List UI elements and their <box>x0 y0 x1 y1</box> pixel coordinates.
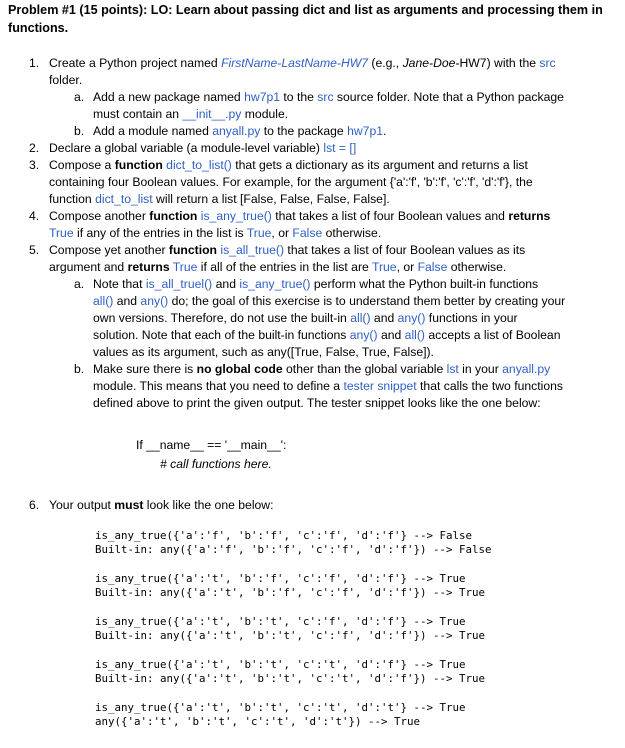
text: argument and <box>49 260 128 274</box>
function-name: dict_to_list() <box>166 158 232 172</box>
item-1-line-1 <box>49 55 556 72</box>
text: to the <box>280 90 318 104</box>
text: Declare a global variable (a module-level variable) <box>49 141 324 155</box>
text: accepts a list of Boolean <box>424 328 561 342</box>
output-line: Built-in: any({'a':'t', 'b':'f', 'c':'f', 'd':'f'}) --> True <box>95 586 486 599</box>
text: module. <box>241 107 289 121</box>
text: Compose yet another <box>49 243 169 257</box>
text: that gets a dictionary as its argument and returns a list <box>231 158 528 172</box>
output-line: Built-in: any({'a':'t', 'b':'t', 'c':'f', 'd':'f'}) --> True <box>95 629 486 642</box>
item-5-line-1 <box>49 242 525 259</box>
function-name: is_all_truel() <box>145 277 213 291</box>
text: , or <box>271 226 293 240</box>
keyword: returns <box>508 209 551 223</box>
text: to the package <box>260 124 348 138</box>
keyword: returns <box>127 260 170 274</box>
builtin-name: all() <box>350 311 371 325</box>
package-name: hw7p1 <box>347 124 384 138</box>
project-name: FirstName-LastName-HW7 <box>221 56 369 70</box>
builtin-name: any() <box>397 311 426 325</box>
emphasis: must <box>114 498 144 512</box>
package-name: hw7p1 <box>244 90 281 104</box>
text: do; the goal of this exercise is to understand them better by creating your <box>168 294 566 308</box>
text: Add a module named <box>93 124 213 138</box>
item-5a-letter: a. <box>74 277 85 291</box>
builtin-name: any() <box>140 294 169 308</box>
init-module: __init__.py <box>182 107 242 121</box>
emphasis: no global code <box>196 362 283 376</box>
item-4-line-2 <box>49 225 381 242</box>
text: that takes a list of four Boolean values and <box>271 209 509 223</box>
item-3-line-1 <box>49 157 528 174</box>
output-line: is_any_true({'a':'t', 'b':'t', 'c':'f', 'd':'f'} --> True <box>95 615 466 628</box>
example-name: Jane-Doe- <box>402 56 460 70</box>
text: if any of the entries in the list is <box>73 226 247 240</box>
item-5b-letter: b. <box>74 362 85 376</box>
item-5a-line-3 <box>93 310 518 327</box>
text: (e.g., <box>368 56 403 70</box>
keyword: function <box>149 209 198 223</box>
module-name: anyall.py <box>502 362 551 376</box>
true-literal: True <box>246 226 272 240</box>
item-4-number: 4. <box>29 209 40 223</box>
item-1b-letter: b. <box>74 124 85 138</box>
output-line: Built-in: any({'a':'t', 'b':'t', 'c':'t', 'd':'f'}) --> True <box>95 672 486 685</box>
function-name: dict_to_list <box>95 192 153 206</box>
text: , or <box>396 260 418 274</box>
text: Create a Python project named <box>49 56 222 70</box>
output-line: is_any_true({'a':'t', 'b':'t', 'c':'t', 'd':'t'} --> True <box>95 701 466 714</box>
text: and <box>370 311 398 325</box>
text: Add a new package named <box>93 90 245 104</box>
item-6-number: 6. <box>29 498 40 512</box>
true-literal: True <box>371 260 397 274</box>
text: HW7) with the <box>459 56 540 70</box>
global-variable: lst <box>446 362 459 376</box>
tester-snippet-term: tester snippet <box>343 379 417 393</box>
text: look like the one below: <box>143 498 274 512</box>
output-line: is_any_true({'a':'f', 'b':'f', 'c':'f', 'd':'f'} --> False <box>95 529 473 542</box>
snippet-line-2: # call functions here. <box>160 457 272 471</box>
item-5a-line-4 <box>93 327 560 344</box>
item-1-line-2: folder. <box>49 73 83 87</box>
global-variable: lst = [] <box>323 141 357 155</box>
item-4-line-1 <box>49 208 550 225</box>
text: that takes a list of four Boolean values as its <box>284 243 526 257</box>
text: will return a list [False, False, False, False]. <box>152 192 390 206</box>
true-literal: True <box>49 226 74 240</box>
src-folder: src <box>539 56 556 70</box>
text: function <box>49 192 96 206</box>
title-line-2: functions. <box>8 20 69 35</box>
text: module. This means that you need to define a <box>93 379 344 393</box>
problem-title <box>8 2 608 37</box>
function-name: is_any_true() <box>200 209 272 223</box>
text: source folder. Note that a Python package <box>333 90 564 104</box>
true-literal: True <box>172 260 198 274</box>
output-line: Built-in: any({'a':'f', 'b':'f', 'c':'f', 'd':'f'}) --> False <box>95 543 492 556</box>
item-5a-line-5: values as its argument, such as any([True, False, True, False]). <box>93 345 434 359</box>
text: in your <box>458 362 503 376</box>
text: Compose another <box>49 209 150 223</box>
builtin-name: all() <box>404 328 425 342</box>
item-6-line-1 <box>49 497 274 514</box>
item-1a-line-2 <box>93 106 288 123</box>
text: . <box>383 124 387 138</box>
item-2-number: 2. <box>29 141 40 155</box>
keyword: function <box>168 243 217 257</box>
item-5-number: 5. <box>29 243 40 257</box>
builtin-name: all() <box>93 294 114 308</box>
text: that calls the two functions <box>416 379 563 393</box>
keyword: function <box>114 158 163 172</box>
function-name: is_any_true() <box>239 277 311 291</box>
output-line: is_any_true({'a':'t', 'b':'t', 'c':'t', 'd':'f'} --> True <box>95 658 466 671</box>
text: if all of the entries in the list are <box>197 260 372 274</box>
item-2-line-1 <box>49 140 356 157</box>
text: Compose a <box>49 158 115 172</box>
false-literal: False <box>417 260 448 274</box>
title-line-1: Problem #1 (15 points): LO: Learn about passing dict and list as arguments and processing them in <box>8 3 603 17</box>
src-folder: src <box>317 90 334 104</box>
item-1b-line-1 <box>93 123 386 140</box>
item-3-number: 3. <box>29 158 40 172</box>
text: other than the global variable <box>282 362 447 376</box>
text: own versions. Therefore, do not use the built-in <box>93 311 351 325</box>
text: functions in your <box>425 311 518 325</box>
item-1-number: 1. <box>29 56 40 70</box>
builtin-name: any() <box>349 328 378 342</box>
item-5b-line-1 <box>93 361 550 378</box>
text: solution. Note that each of the built-in functions <box>93 328 350 342</box>
output-line: any({'a':'t', 'b':'t', 'c':'t', 'd':'t'}) --> True <box>95 715 421 728</box>
text: and <box>113 294 141 308</box>
module-name: anyall.py <box>212 124 261 138</box>
output-line: is_any_true({'a':'t', 'b':'f', 'c':'f', 'd':'f'} --> True <box>95 572 466 585</box>
item-5a-line-1 <box>93 276 538 293</box>
snippet-line-1: If __name__ == '__main__': <box>136 438 287 452</box>
text: Your output <box>49 498 115 512</box>
text: otherwise. <box>322 226 382 240</box>
item-5a-line-2 <box>93 293 565 310</box>
function-name: is_all_true() <box>220 243 285 257</box>
text: otherwise. <box>447 260 507 274</box>
text: and <box>212 277 240 291</box>
text: and <box>377 328 405 342</box>
item-1a-letter: a. <box>74 90 85 104</box>
text: Make sure there is <box>93 362 197 376</box>
item-3-line-2: containing four Boolean values. For example, for the argument {'a':'f', 'b':'f', 'c':'f', 'd':'f'}, the <box>49 175 533 189</box>
item-5b-line-2 <box>93 378 563 395</box>
item-5b-line-3: defined above to print the given output. The tester snippet looks like the one below: <box>93 396 541 410</box>
item-5-line-2 <box>49 259 506 276</box>
false-literal: False <box>292 226 323 240</box>
text: Note that <box>93 277 146 291</box>
text: must contain an <box>93 107 183 121</box>
item-1a-line-1 <box>93 89 564 106</box>
item-3-line-3 <box>49 191 390 208</box>
text: perform what the Python built-in functions <box>310 277 539 291</box>
